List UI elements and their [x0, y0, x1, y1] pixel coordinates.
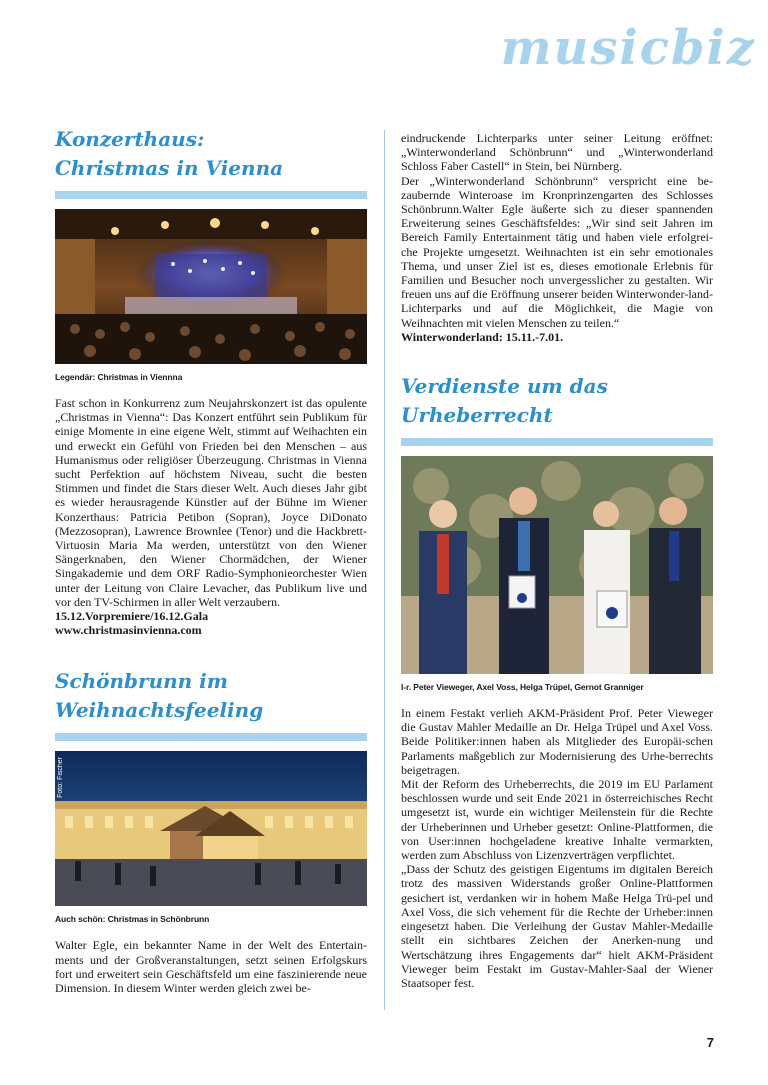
title-bar: [55, 733, 367, 741]
photo-credit: Foto: Fischer: [57, 757, 64, 799]
article-body: Fast schon in Konkurrenz zum Neujahrskonzert ist das opulente „Christmas in Vienna“: Das Konzert entführt sein Publikum für einige Momente in eine eigene Welt, stimmt auf Weihachten ein und erweckt ein Gefühl von Frieden bei den Menschen – aus Humanismus oder religiöser Überzeugung. Christmas in Vienna sucht Perfektion auf höchstem Niveau, sucht die besten Stimmen und findet die Stars dieser Welt. Auch dieses Jahr gibt es wieder herausragende Künstler auf der Bühne im Wiener Konzerthaus: Patricia Petibon (Sopran), Joyce DiDonato (Mezzosopran), Lawrence Brownlee (Tenor) und die Hackbrett-Virtuosin Maria Ma werden, unterstützt von den Wiener Sängerknaben, den Wiener Chormädchen, der Wiener Singakademie und dem ORF Radio-Symphonieorchester Wien unter der Leitung von Claire Levacher, das Publikum live und vor den TV-Schirmen in aller Welt verzaubern.: [55, 396, 367, 609]
column-divider: [384, 130, 385, 1010]
photo-caption: l-r. Peter Vieweger, Axel Voss, Helga Trüpel, Gernot Granniger: [401, 682, 644, 693]
article-title-urheberrecht: Verdienste um das Urheberrecht: [401, 374, 608, 428]
title-bar: [401, 438, 713, 446]
photo-caption: Auch schön: Christmas in Schönbrunn: [55, 914, 210, 925]
article-body: Walter Egle, ein bekannter Name in der Welt des Entertain-ments und der Großveranstaltungen, setzt seinen Erfolgskurs fort und erweitert sein Geschäftsfeld um eine faszinierende neue Dimension. In diesem Winter werden gleich zwei be-: [55, 938, 367, 996]
article-title-konzerthaus: Konzerthaus: Christmas in Vienna: [55, 127, 284, 180]
page-number: 7: [706, 1035, 714, 1050]
schoenbrunn-photo: [55, 751, 367, 906]
magazine-brand: musicbiz: [500, 20, 756, 76]
photo-caption: Legendär: Christmas in Viennna: [55, 372, 183, 382]
award-ceremony-photo: [401, 456, 713, 674]
left-column: [55, 125, 367, 995]
concert-hall-photo: [55, 209, 367, 364]
article-continuation: eindruckende Lichterparks unter seiner Leitung eröffnet: „Winterwonderland Schönbrunn“ und „Winterwonderland Schloss Faber Castell“ in Stein, bei Nürnberg. Der „Winterwonderland Schönbrunn“ verspricht eine be-zaubernde Winteroase im Kronprinzengarten des Schlosses Schönbrunn.Walter Egle äußerte sich zu dieser spannenden Erweiterung seines Geschäftsfeldes: „Wir sind seit Jahren im Bereich Family Entertainment tätig und haben viele erfolgrei-che Projekte umgesetzt. Weihnachten ist ein sehr emotionales Thema, und unser Ziel ist es, dieses emotionale Erlebnis für Familien und Besucher noch unvergesslicher zu gestalten. Wir freuen uns auf die Eröffnung unserer beiden Winterwonder-land-Lichterparks und auf die Möglichkeit, die Magie von Weihnachten mit vielen Menschen zu teilen.“: [401, 131, 713, 330]
event-dates: 15.12.Vorpremiere/16.12.Gala: [55, 609, 209, 624]
article-title-schoenbrunn: Schönbrunn im Weihnachtsfeeling: [55, 669, 264, 723]
article-body: In einem Festakt verlieh AKM-Präsident Prof. Peter Vieweger die Gustav Mahler Medaille an Dr. Helga Trüpel und Axel Voss. Beide Politiker:innen haben als Mitglieder des Europäi-schen Parlaments maßgeblich zur Modernisierung des Urhe-berrechts beigetragen. Mit der Reform des Urheberrechts, die 2019 im EU Parlament beschlossen wurde und seit Ende 2021 in österreichisches Recht umgesetzt ist, wurde ein wichtiger Meilenstein für die Rechte der Urheberinnen und Urheber gesetzt: Online-Plattformen, die von User:innen hochgeladene kreative Inhalte vermarkten, werden zum Abschluss von Lizenzverträgen verpflichtet. „Dass der Schutz des geistigen Eigentums im digitalen Bereich trotz des massiven Widerstands großer Online-Plattformen gesichert ist, verdanken wir in hohem Maße Helga Trü-pel und Axel Voss, die sich vehement für die Rechte der Urheber:innen eingesetzt haben. Die Verleihung der Gustav Mahler-Medaille stellt ein sichtbares Zeichen der Anerken-nung und Wertschätzung ihres Engagements dar“ hielt AKM-Präsident Vieweger beim Festakt im Gustav-Mahler-Saal der Wiener Staatsoper fest.: [401, 706, 713, 990]
winterwonderland-dates: Winterwonderland: 15.11.-7.01.: [401, 329, 564, 344]
right-column: [401, 131, 713, 990]
event-website: www.christmasinvienna.com: [55, 623, 202, 638]
title-bar: [55, 191, 367, 199]
